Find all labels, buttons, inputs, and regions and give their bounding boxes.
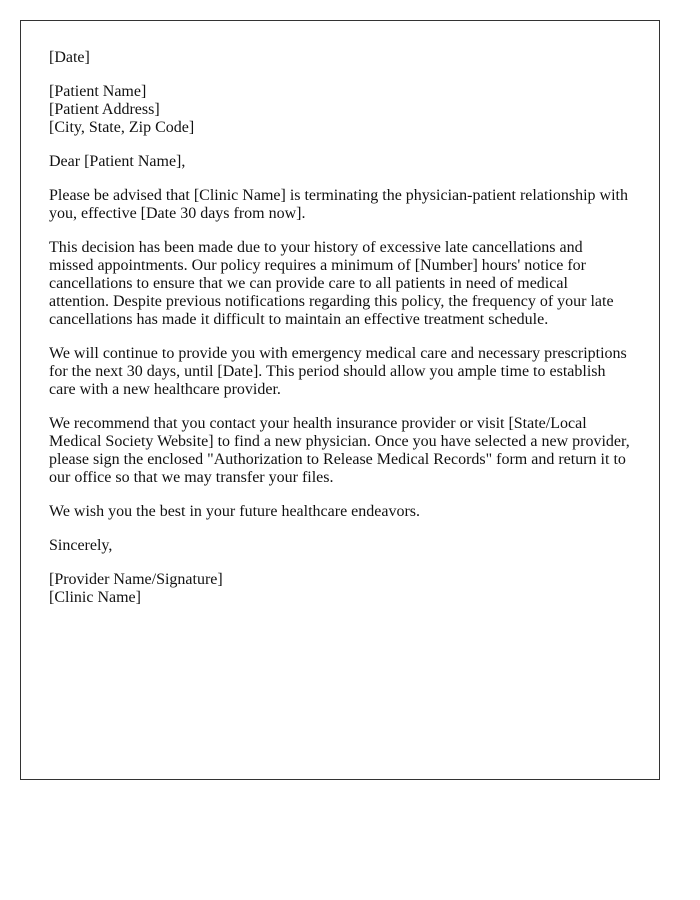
- recipient-name: [Patient Name]: [49, 83, 147, 100]
- closing: Sincerely,: [49, 537, 113, 554]
- signature-clinic: [Clinic Name]: [49, 589, 141, 606]
- recipient-city-state-zip: [City, State, Zip Code]: [49, 119, 195, 136]
- signature-block: [49, 571, 631, 607]
- body-paragraph-continued-care: We will continue to provide you with emergency medical care and necessary prescriptions for the next 30 days, until [Date]. This period should allow you ample time to establish care with a new healthcare provider.: [49, 345, 627, 398]
- letter-date: [Date]: [49, 49, 90, 66]
- letter-page: [20, 20, 660, 780]
- salutation: Dear [Patient Name],: [49, 153, 186, 170]
- recipient-address: [Patient Address]: [49, 101, 160, 118]
- signature-provider: [Provider Name/Signature]: [49, 571, 223, 588]
- body-paragraph-reason: This decision has been made due to your history of excessive late cancellations and missed appointments. Our policy requires a minimum of [Number] hours' notice for cancellations to ensure that we can provide care to all patients in need of medical attention. Despite previous notifications regarding this policy, the frequency of your late cancellations has made it difficult to maintain an effective treatment schedule.: [49, 239, 614, 328]
- recipient-address-block: [49, 83, 631, 137]
- body-paragraph-termination-notice: Please be advised that [Clinic Name] is terminating the physician-patient relationship with you, effective [Date 30 days from now].: [49, 187, 628, 222]
- body-paragraph-well-wishes: We wish you the best in your future healthcare endeavors.: [49, 503, 421, 520]
- body-paragraph-recommendation: We recommend that you contact your health insurance provider or visit [State/Local Medical Society Website] to find a new physician. Once you have selected a new provider, please sign the enclosed "Authorization to Release Medical Records" form and return it to our office so that we may transfer your files.: [49, 415, 630, 486]
